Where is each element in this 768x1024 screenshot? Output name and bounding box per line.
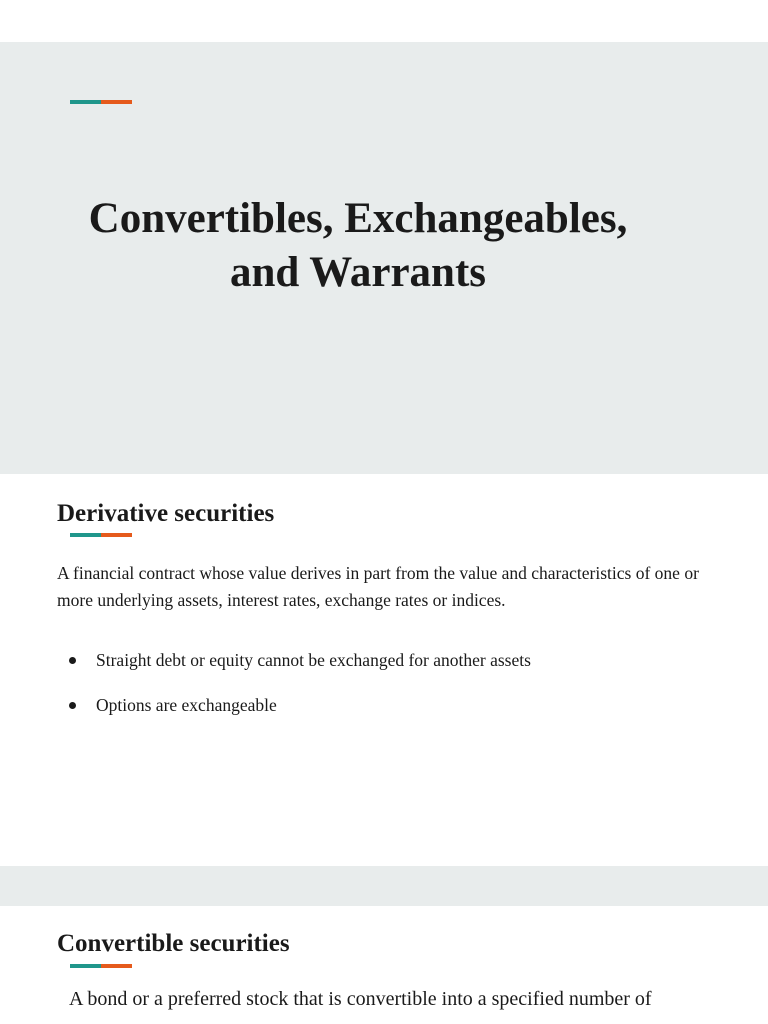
definition-paragraph: A financial contract whose value derives in part from the value and characteristics of one or more underlying assets, interest rates, exchange rates or indices.: [57, 563, 699, 610]
title-slide: [0, 42, 768, 474]
convertible-securities-slide: [0, 906, 768, 1024]
accent-teal: [70, 100, 101, 104]
accent-teal: [70, 533, 101, 537]
derivative-securities-slide: [0, 474, 768, 866]
accent-bar: [70, 533, 132, 537]
accent-orange: [101, 964, 132, 968]
slide-separator: [0, 866, 768, 906]
slide-heading: Convertible securities: [57, 930, 290, 957]
slide-title: Convertibles, Exchangeables, and Warrants: [88, 195, 628, 296]
bullet-icon: [69, 657, 76, 664]
list-item-text: Straight debt or equity cannot be exchanged for another assets: [96, 650, 531, 670]
definition-paragraph: A bond or a preferred stock that is convertible into a specified number of: [69, 988, 652, 1010]
top-margin: [0, 0, 768, 42]
accent-orange: [101, 533, 132, 537]
accent-teal: [70, 964, 101, 968]
accent-bar: [70, 100, 132, 104]
list-item: [57, 648, 531, 672]
list-item: [57, 693, 531, 717]
slide-heading: Derivative securities: [57, 500, 275, 527]
accent-orange: [101, 100, 132, 104]
bullet-icon: [69, 702, 76, 709]
bullet-list: [57, 648, 531, 738]
accent-bar: [70, 964, 132, 968]
list-item-text: Options are exchangeable: [96, 695, 277, 715]
